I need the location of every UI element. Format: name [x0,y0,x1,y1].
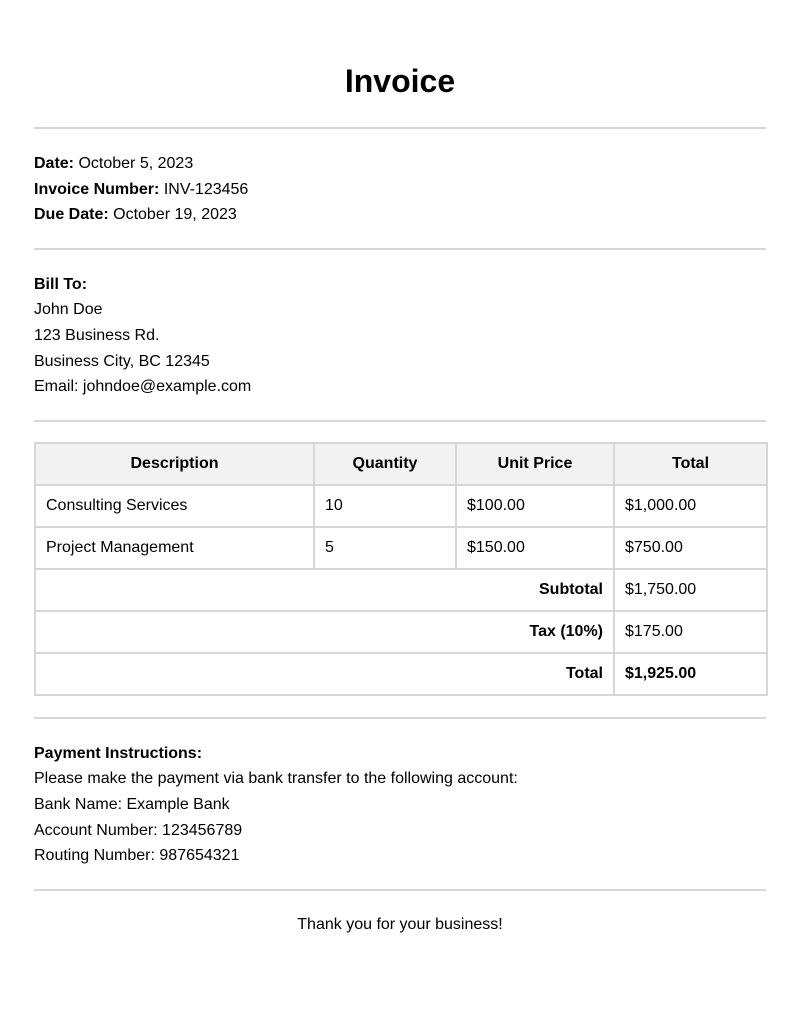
column-header-unit-price: Unit Price [456,443,614,485]
account-number: Account Number: 123456789 [34,821,243,839]
cell-quantity: 5 [314,527,456,569]
tax-label: Tax (10%) [35,611,614,653]
cell-quantity: 10 [314,485,456,527]
payment-label: Payment Instructions: [34,744,203,762]
due-date-line [34,202,766,228]
cell-description: Consulting Services [35,485,314,527]
date-value: October 5, 2023 [78,155,194,172]
thank-you-message: Thank you for your business! [297,915,503,933]
tax-value: $175.00 [614,611,767,653]
cell-unit-price: $100.00 [456,485,614,527]
bill-to-email: Email: johndoe@example.com [34,378,252,396]
subtotal-value: $1,750.00 [614,569,767,611]
due-date-value: October 19, 2023 [113,206,237,224]
divider [34,420,766,422]
bill-to-label: Bill To: [34,275,88,293]
date-label: Date: [34,155,75,172]
subtotal-label: Subtotal [35,569,614,611]
bank-name: Bank Name: Example Bank [34,795,230,813]
column-header-description: Description [35,443,314,485]
subtotal-row [35,569,767,611]
payment-instruction: Please make the payment via bank transfer to the following account: [34,770,518,788]
table-row [35,485,767,527]
bill-to-name: John Doe [34,301,103,319]
routing-number: Routing Number: 987654321 [34,847,240,865]
cell-total: $750.00 [614,527,767,569]
total-value: $1,925.00 [614,653,767,695]
cell-unit-price: $150.00 [456,527,614,569]
divider [34,889,766,891]
invoice-number-label: Invoice Number: [34,180,160,198]
bill-to-section [34,250,766,400]
items-table [34,442,768,696]
bill-to-address-line1: 123 Business Rd. [34,326,160,344]
page-title: Invoice [344,63,456,99]
invoice-meta [34,129,766,228]
table-header-row [35,443,767,485]
column-header-total: Total [614,443,767,485]
payment-section [34,719,766,869]
column-header-quantity: Quantity [314,443,456,485]
total-row [35,653,767,695]
cell-description: Project Management [35,527,314,569]
due-date-label: Due Date: [34,206,109,224]
tax-row [35,611,767,653]
date-line [34,151,766,177]
cell-total: $1,000.00 [614,485,767,527]
total-label: Total [35,653,614,695]
invoice-number-value: INV-123456 [163,180,249,198]
table-row [35,527,767,569]
invoice-number-line [34,177,766,203]
bill-to-address-line2: Business City, BC 12345 [34,352,210,370]
